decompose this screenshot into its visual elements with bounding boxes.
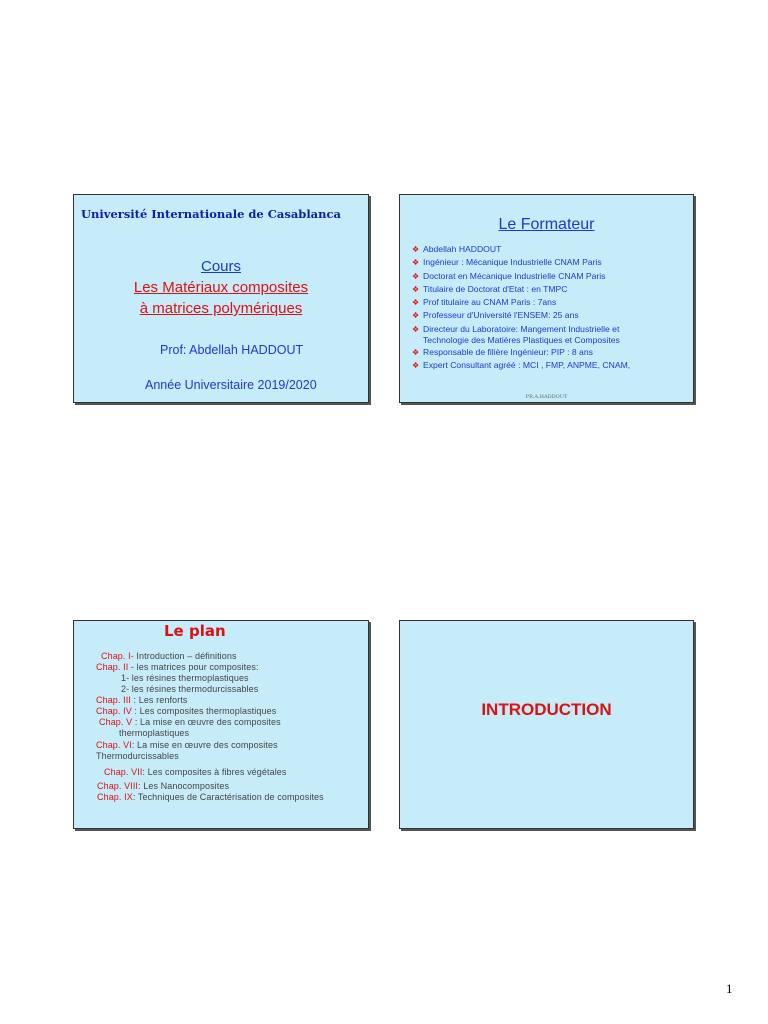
chapter-title: : La mise en œuvre des composites xyxy=(131,740,278,750)
chapter-number: Chap. VII xyxy=(104,767,143,777)
formateur-item xyxy=(412,270,630,283)
plan-line xyxy=(104,767,287,777)
formateur-list xyxy=(412,243,630,373)
plan-line xyxy=(96,751,179,761)
slide-title-plan: Le plan xyxy=(164,622,226,640)
plan-line xyxy=(96,695,187,705)
chapter-title: - les matrices pour composites: xyxy=(128,662,259,672)
plan-line xyxy=(96,662,259,672)
plan-line xyxy=(121,684,258,694)
university-name: Université Internationale de Casablanca xyxy=(81,207,341,221)
formateur-item-text: Directeur du Laboratoire: Mangement Industrielle et xyxy=(423,323,620,334)
chapter-number: Chap. IV xyxy=(96,706,132,716)
formateur-item xyxy=(412,256,630,269)
formateur-item-text: Titulaire de Doctorat d'Etat : en TMPC xyxy=(423,283,568,294)
slide-title-introduction: INTRODUCTION xyxy=(481,700,612,719)
plan-line xyxy=(119,728,189,738)
plan-line xyxy=(121,673,249,683)
chapter-title: : Les Nanocomposites xyxy=(138,781,230,791)
professor-name: Prof: Abdellah HADDOUT xyxy=(160,343,304,357)
chapter-number: Chap. I- xyxy=(101,651,134,661)
diamond-bullet-icon: ❖ xyxy=(412,258,420,268)
chapter-title: : Techniques de Caractérisation de composites xyxy=(132,792,324,802)
chapter-title: thermoplastiques xyxy=(119,728,190,738)
formateur-item xyxy=(412,323,630,346)
course-title-line1: Les Matériaux composites xyxy=(133,279,309,296)
chapter-title: : Les composites à fibres végétales xyxy=(142,767,287,777)
slide-title-formateur: Le Formateur xyxy=(498,216,595,233)
course-label: Cours xyxy=(200,258,241,275)
chapter-title: : La mise en œuvre des composites xyxy=(132,717,281,727)
formateur-item-text: Responsable de filière Ingénieur: PIP : 8 ans xyxy=(423,347,593,358)
page-number: 1 xyxy=(726,981,733,996)
formateur-item xyxy=(412,283,630,296)
academic-year: Année Universitaire 2019/2020 xyxy=(145,378,317,392)
slide-formateur xyxy=(399,194,694,403)
diamond-bullet-icon: ❖ xyxy=(412,245,420,254)
chapter-title: : Les renforts xyxy=(130,695,188,705)
plan-line xyxy=(101,651,237,661)
diamond-bullet-icon: ❖ xyxy=(412,324,420,334)
slide-plan xyxy=(73,620,369,829)
formateur-item xyxy=(412,359,630,372)
formateur-item xyxy=(412,243,630,256)
plan-line xyxy=(99,717,281,727)
formateur-item-text: Ingénieur : Mécanique Industrielle CNAM Paris xyxy=(423,257,602,268)
diamond-bullet-icon: ❖ xyxy=(412,271,420,281)
chapter-number: Chap. II xyxy=(96,662,129,672)
chapter-number: Chap. V xyxy=(99,717,133,727)
formateur-item xyxy=(412,309,630,322)
chapter-number: Chap. III xyxy=(96,695,131,705)
formateur-item xyxy=(412,346,630,359)
chapter-title: : Les composites thermoplastiques xyxy=(131,706,277,716)
plan-line xyxy=(97,792,324,802)
course-title-line2: à matrices polymériques xyxy=(139,300,303,317)
formateur-item-text: Doctorat en Mécanique Industrielle CNAM Paris xyxy=(423,270,606,281)
slide-introduction xyxy=(399,620,694,829)
chapter-title: Introduction – définitions xyxy=(133,651,237,661)
plan-line xyxy=(96,706,276,716)
plan-line xyxy=(96,740,278,750)
diamond-bullet-icon: ❖ xyxy=(412,311,420,321)
diamond-bullet-icon: ❖ xyxy=(412,361,420,371)
formateur-item-continuation: Technologie des Matières Plastiques et Composites xyxy=(423,335,620,346)
chapter-number: Chap. VIII xyxy=(97,781,139,791)
chapter-number: Chap. VI xyxy=(96,740,132,750)
slide-footer: PR.A.HADDOUT xyxy=(525,394,568,400)
diamond-bullet-icon: ❖ xyxy=(412,298,420,308)
formateur-item-text: Prof titulaire au CNAM Paris : 7ans xyxy=(423,297,557,308)
chapter-title: 2- les résines thermodurcissables xyxy=(121,684,259,694)
chapter-title: Thermodurcissables xyxy=(96,751,179,761)
formateur-item-text: Expert Consultant agréé : MCI , FMP, ANPME, CNAM, xyxy=(423,360,631,371)
formateur-item-text: Abdellah HADDOUT xyxy=(423,244,502,254)
formateur-item-text: Professeur d'Université l'ENSEM: 25 ans xyxy=(423,310,579,321)
plan-line xyxy=(97,781,229,791)
diamond-bullet-icon: ❖ xyxy=(412,348,420,358)
chapter-title: 1- les résines thermoplastiques xyxy=(121,673,249,683)
formateur-item xyxy=(412,296,630,309)
diamond-bullet-icon: ❖ xyxy=(412,284,420,294)
chapter-number: Chap. IX xyxy=(97,792,133,802)
slide-title xyxy=(73,194,369,403)
